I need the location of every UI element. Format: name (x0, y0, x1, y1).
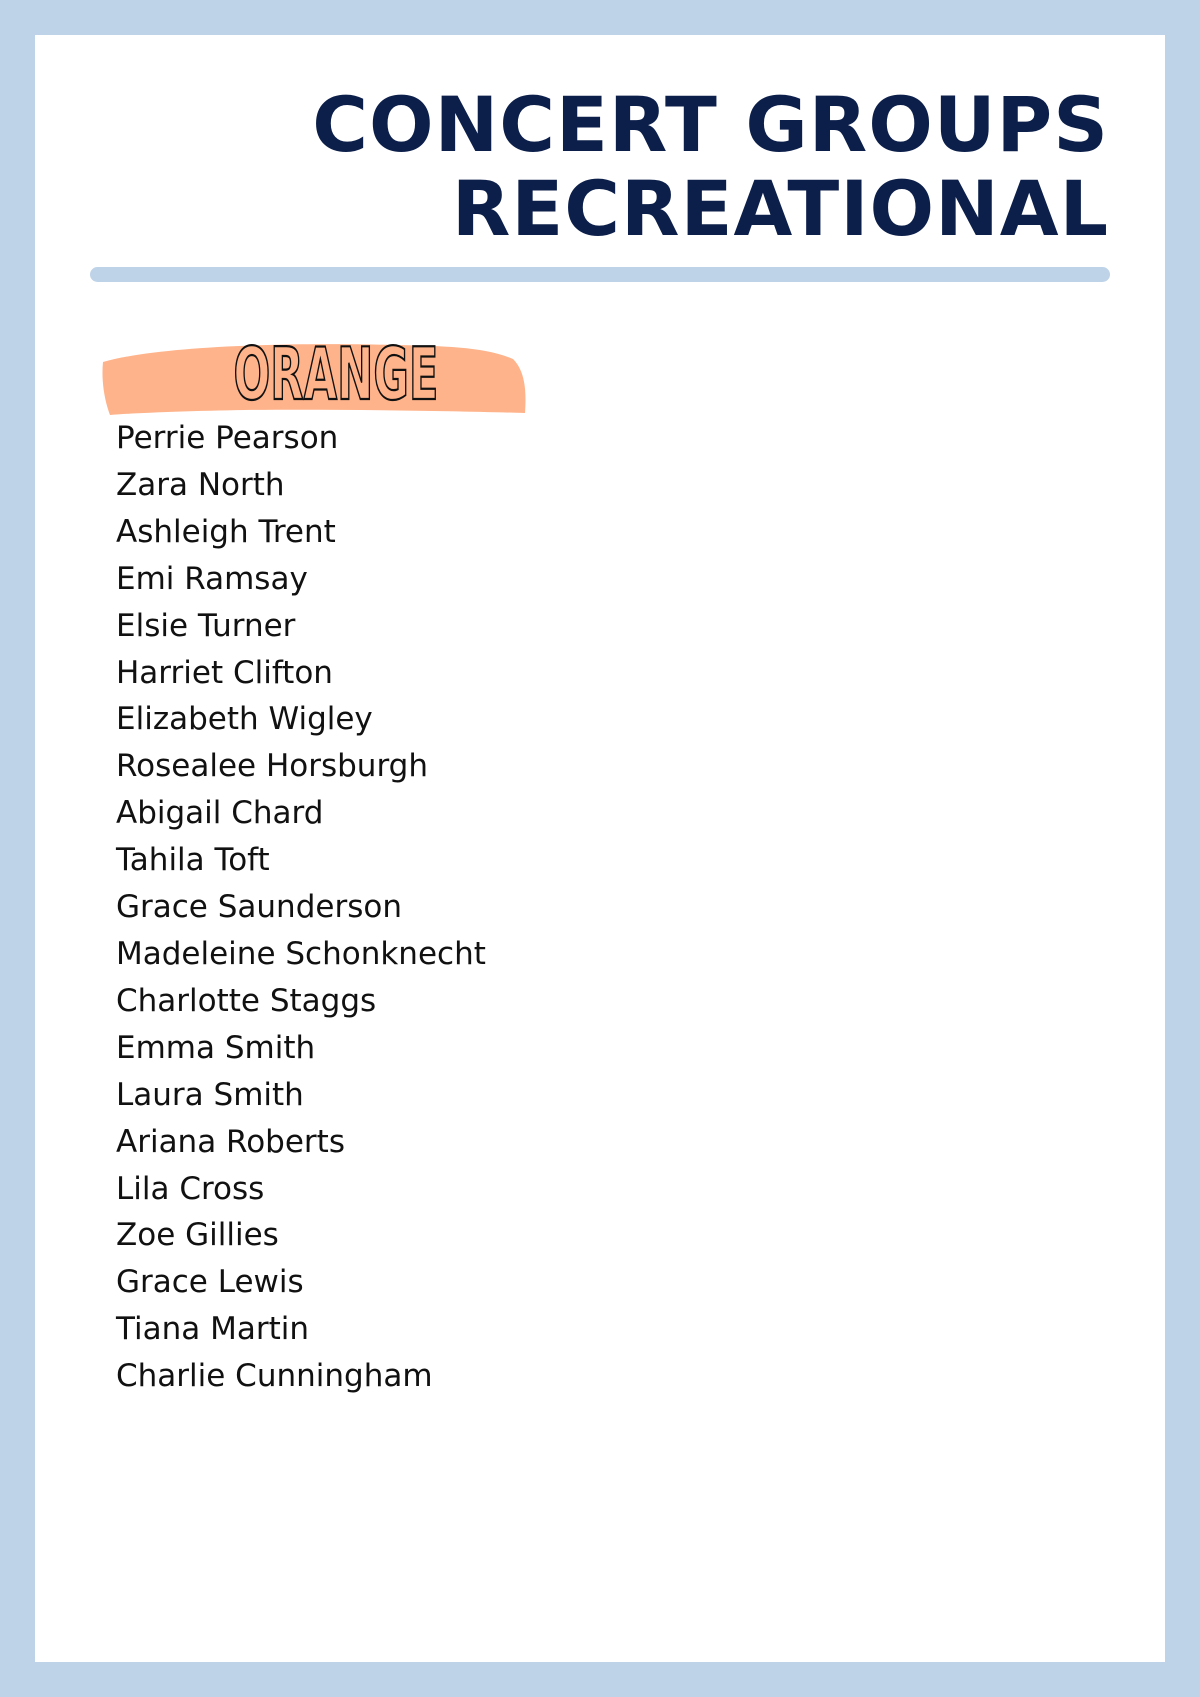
member-list (116, 415, 486, 1400)
group-badge (95, 307, 530, 417)
member-name: Ariana Roberts (116, 1123, 345, 1160)
member-name: Tahila Toft (116, 842, 270, 879)
member-name: Emi Ramsay (116, 560, 308, 597)
member-name: Madeleine Schonknecht (116, 935, 486, 972)
member-name: Rosealee Horsburgh (116, 748, 428, 785)
group-label-text: ORANGE (233, 332, 439, 416)
group-label (95, 307, 530, 417)
member-name: Harriet Clifton (116, 654, 333, 691)
member-name: Grace Saunderson (116, 889, 402, 926)
page-title (312, 80, 1109, 253)
member-name: Perrie Pearson (116, 420, 339, 456)
member-name: Zoe Gillies (116, 1217, 279, 1254)
member-name: Tiana Martin (116, 1311, 309, 1348)
member-name: Ashleigh Trent (116, 513, 336, 550)
member-name: Elizabeth Wigley (116, 701, 373, 738)
member-name: Elsie Turner (116, 607, 296, 644)
title-line-1: CONCERT GROUPS (312, 80, 1109, 169)
member-name: Grace Lewis (116, 1264, 304, 1301)
member-name: Laura Smith (116, 1076, 304, 1113)
member-name: Emma Smith (116, 1029, 316, 1066)
page-sheet (35, 35, 1165, 1662)
member-name: Charlie Cunningham (116, 1358, 433, 1395)
member-name: Lila Cross (116, 1170, 265, 1207)
member-name: Charlotte Staggs (116, 982, 377, 1019)
title-divider (90, 267, 1110, 282)
member-name: Abigail Chard (116, 795, 324, 832)
member-name: Zara North (116, 466, 285, 503)
title-line-2: RECREATIONAL (451, 164, 1109, 253)
